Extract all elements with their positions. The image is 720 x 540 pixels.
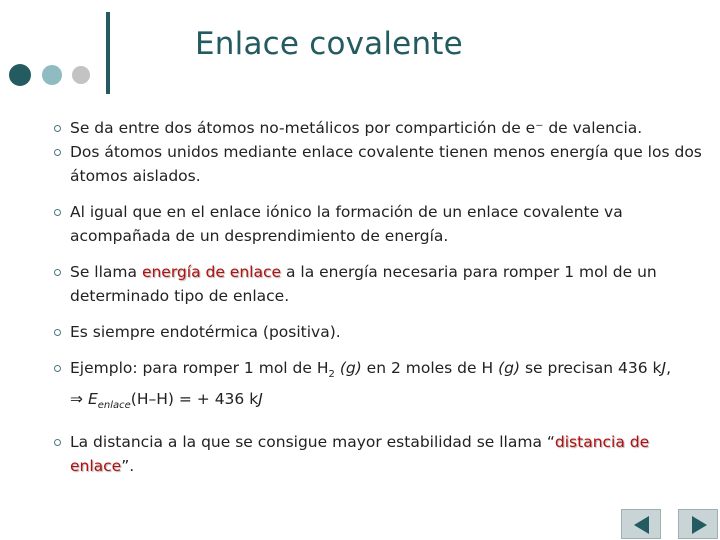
decor-dot-gray xyxy=(72,66,90,84)
bullet-item xyxy=(54,320,704,344)
bullet-circle-icon xyxy=(54,125,61,132)
example-text: en 2 moles de H xyxy=(361,359,499,377)
example-text: Ejemplo: para romper 1 mol de H xyxy=(70,359,329,377)
state-gas: (g) xyxy=(498,359,521,377)
bullet-text: Dos átomos unidos mediante enlace covalente tienen menos energía que los dos átomos aislados. xyxy=(70,143,702,185)
energy-symbol: E xyxy=(87,390,98,409)
bullet-circle-icon xyxy=(54,149,61,156)
bullet-item xyxy=(54,200,704,248)
subscript-2: 2 xyxy=(328,369,335,381)
example-text: se precisan 436 k xyxy=(520,359,662,377)
bullet-text: Es siempre endotérmica (positiva). xyxy=(70,323,341,341)
bullet-text-post: ”. xyxy=(121,457,135,476)
bullet-circle-icon xyxy=(54,209,61,216)
decor-dot-dark xyxy=(9,64,31,86)
keyword-energia-de-enlace: energía de enlace xyxy=(141,263,282,281)
unit-j: J xyxy=(258,390,263,409)
bullet-circle-icon xyxy=(54,329,61,336)
bullet-list xyxy=(54,116,704,478)
bullet-item xyxy=(54,430,704,478)
bullet-text: Al igual que en el enlace iónico la formación de un enlace covalente va acompañada de un desprendimiento de energía. xyxy=(70,203,623,245)
bullet-circle-icon xyxy=(54,365,61,372)
bullet-item xyxy=(54,260,704,308)
decor-vertical-line xyxy=(106,12,110,94)
bullet-item xyxy=(54,116,704,140)
triangle-left-icon xyxy=(634,516,649,534)
next-slide-button[interactable] xyxy=(678,509,718,539)
bullet-text-post: a la energía necesaria para romper 1 mol de un determinado tipo de enlace. xyxy=(70,263,657,305)
bullet-circle-icon xyxy=(54,439,61,446)
bullet-circle-icon xyxy=(54,269,61,276)
previous-slide-button[interactable] xyxy=(621,509,661,539)
bullet-text-pre: La distancia a la que se consigue mayor estabilidad se llama “ xyxy=(70,433,555,452)
example-text: , xyxy=(666,359,672,377)
bullet-text: Se da entre dos átomos no-metálicos por compartición de e⁻ de valencia. xyxy=(70,119,643,137)
bullet-item xyxy=(54,356,704,418)
state-gas: (g) xyxy=(339,359,362,377)
energy-subscript: enlace xyxy=(97,400,131,412)
unit-j: J xyxy=(661,359,667,377)
bullet-item xyxy=(54,140,704,188)
slide-title: Enlace covalente xyxy=(195,26,463,62)
decor-dot-light xyxy=(42,65,62,85)
triangle-right-icon xyxy=(692,516,707,534)
energy-equation: (H–H) = + 436 k xyxy=(130,390,259,409)
bullet-text-pre: Se llama xyxy=(70,263,142,281)
implies-arrow-icon: ⇒ xyxy=(70,390,83,409)
keyword-distancia-de-enlace: distancia de enlace xyxy=(70,433,650,476)
